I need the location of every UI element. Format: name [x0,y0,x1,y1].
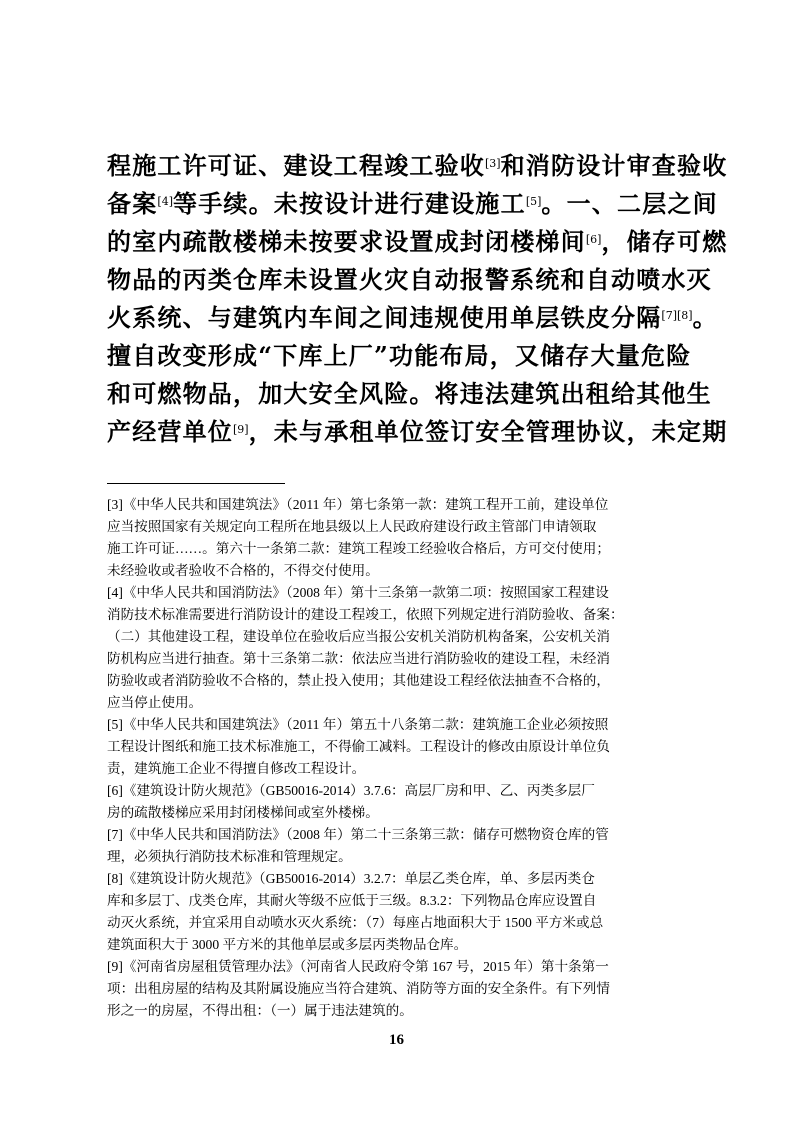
footnote-ref[interactable]: [5] [525,195,542,208]
footnote-line: 工程设计图纸和施工技术标准施工，不得偷工减料。工程设计的修改由原设计单位负 [107,739,610,754]
footnote-line: [7]《中华人民共和国消防法》（2008 年）第二十三条第三款：储存可燃物资仓库的管 [107,827,609,842]
footnote-6 [107,780,695,824]
footnote-line: 消防技术标准需要进行消防设计的建设工程竣工，依照下列规定进行消防验收、备案： [107,607,624,622]
footnote-line: 应当停止使用。 [107,695,203,710]
footnote-ref[interactable]: [3] [485,157,501,170]
footnote-line: [5]《中华人民共和国建筑法》（2011 年）第五十八条第二款：建筑施工企业必须按照 [107,717,609,732]
footnote-3 [107,494,695,582]
footnote-line: 防机构应当进行抽查。第十三条第二款：依法应当进行消防验收的建设工程，未经消 [107,651,610,666]
footnotes [107,494,695,1022]
footnote-ref[interactable]: [7][8] [661,309,693,322]
footnote-line: 施工许可证……。第六十一条第二款：建筑工程竣工经验收合格后，方可交付使用； [107,541,610,556]
body-line: 火系统、与建筑内车间之间违规使用单层铁皮分隔[7][8]。 [107,303,718,332]
footnote-ref[interactable]: [9] [233,423,249,436]
footnote-line: 房的疏散楼梯应采用封闭楼梯间或室外楼梯。 [107,805,379,820]
footnote-8 [107,868,695,956]
footnote-line: 项：出租房屋的结构及其附属设施应当符合建筑、消防等方面的安全条件。有下列情 [107,981,610,996]
footnote-line: 责，建筑施工企业不得擅自修改工程设计。 [107,761,366,776]
body-line: 擅自改变形成“下库上厂”功能布局，又储存大量危险 [107,341,692,370]
footnote-line: （二）其他建设工程，建设单位在验收后应当报公安机关消防机构备案，公安机关消 [107,629,610,644]
footnote-line: [9]《河南省房屋租赁管理办法》（河南省人民政府令第 167 号，2015 年）第十条第一 [107,959,609,974]
footnote-line: 防验收或者消防验收不合格的，禁止投入使用；其他建设工程经依法抽查不合格的， [107,673,610,688]
footnote-line: 形之一的房屋，不得出租：（一）属于违法建筑的。 [107,1003,413,1018]
footnote-line: [6]《建筑设计防火规范》（GB50016-2014）3.7.6：高层厂房和甲、乙、丙类多层厂 [107,783,595,798]
footnote-line: [3]《中华人民共和国建筑法》（2011 年）第七条第一款：建筑工程开工前，建设单位 [107,497,609,512]
footnote-ref[interactable]: [6] [585,233,602,246]
body-line: 程施工许可证、建设工程竣工验收[3]和消防设计审查验收 [107,151,728,180]
footnote-line: [4]《中华人民共和国消防法》（2008 年）第十三条第一款第二项：按照国家工程建设 [107,585,609,600]
footnote-5 [107,714,695,780]
body-line: 的室内疏散楼梯未按要求设置成封闭楼梯间[6]，储存可燃 [107,227,728,256]
body-line: 和可燃物品，加大安全风险。将违法建筑出租给其他生 [107,379,712,408]
footnote-ref[interactable]: [4] [157,195,173,208]
footnote-9 [107,956,695,1022]
footnote-line: [8]《建筑设计防火规范》（GB50016-2014）3.2.7：单层乙类仓库，单、多层丙类仓 [107,871,595,886]
footnote-divider [107,483,285,484]
footnote-line: 建筑面积大于 3000 平方米的其他单层或多层丙类物品仓库。 [107,937,468,952]
body-line: 备案[4]等手续。未按设计进行建设施工[5]。一、二层之间 [107,189,718,218]
page-number: 16 [389,1032,404,1048]
footnote-4 [107,582,695,714]
body-line: 产经营单位[9]，未与承租单位签订安全管理协议，未定期 [107,417,728,446]
footnote-line: 理，必须执行消防技术标准和管理规定。 [107,849,352,864]
body-line: 物品的丙类仓库未设置火灾自动报警系统和自动喷水灭 [107,265,712,294]
footnote-line: 动灭火系统，并宜采用自动喷水灭火系统：（7）每座占地面积大于 1500 平方米或总 [107,915,604,930]
footnote-line: 库和多层丁、戊类仓库，其耐火等级不应低于三级。8.3.2：下列物品仓库应设置自 [107,893,597,908]
footnote-line: 未经验收或者验收不合格的，不得交付使用。 [107,563,379,578]
footnote-line: 应当按照国家有关规定向工程所在地县级以上人民政府建设行政主管部门申请领取 [107,519,597,534]
footnote-7 [107,824,695,868]
body-paragraph [107,147,728,451]
